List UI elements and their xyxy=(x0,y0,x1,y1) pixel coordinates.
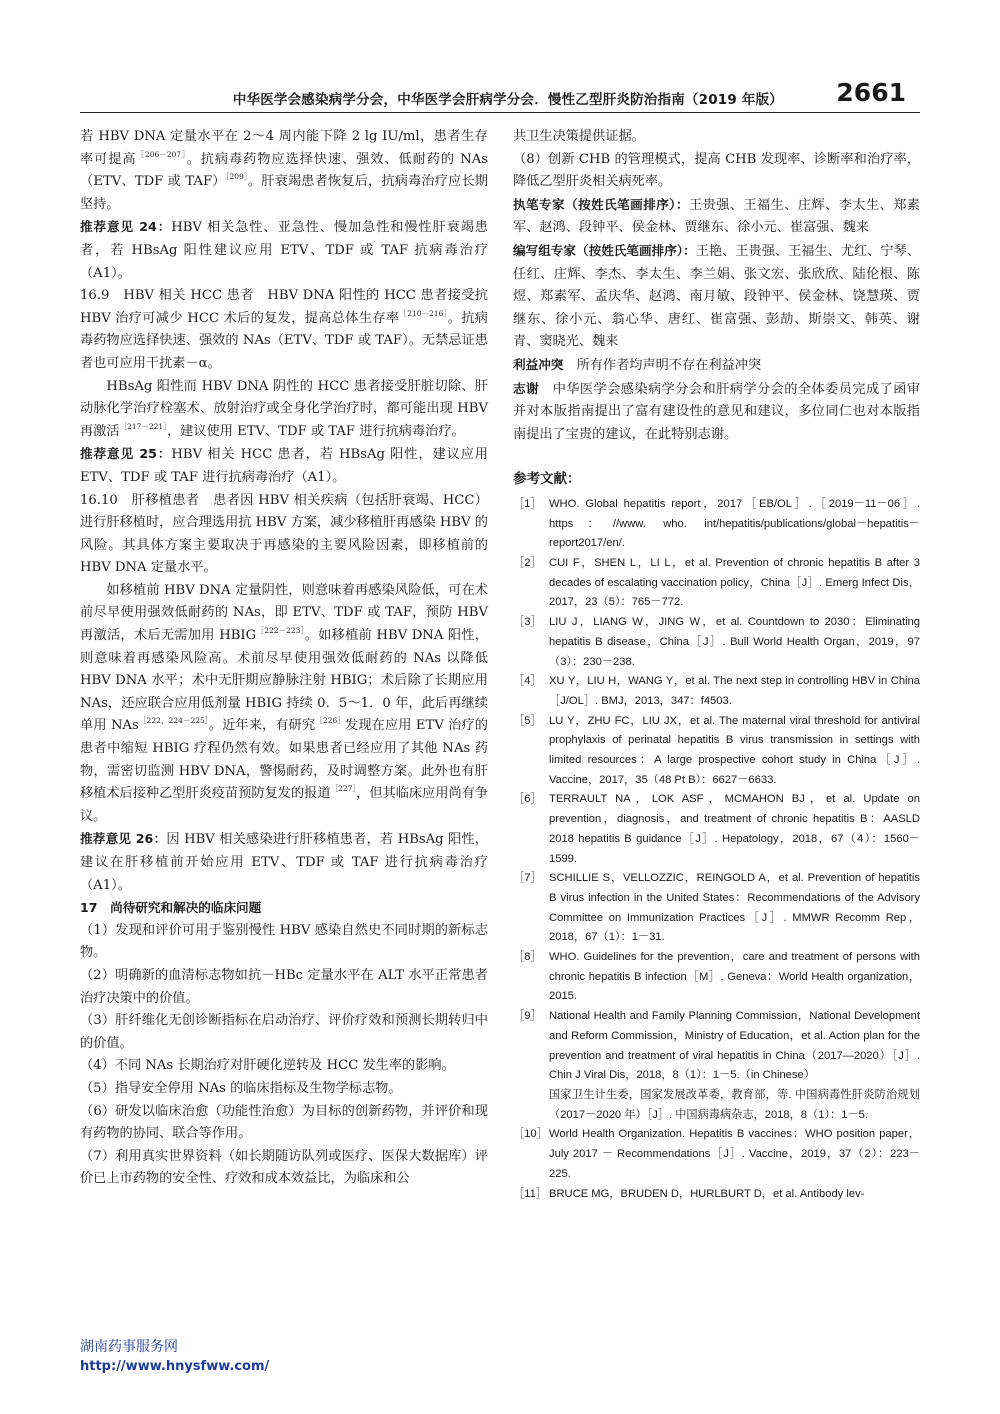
conflict-of-interest: 利益冲突 所有作者均声明不存在利益冲突 xyxy=(513,356,762,373)
list-item: （1）发现和评价可用于鉴别慢性 HBV 感染自然史不同时期的新标志物。 xyxy=(80,922,488,961)
citation: ［210－216］ xyxy=(399,308,448,318)
section-title: 16.9 HBV 相关 HCC 患者 xyxy=(80,288,268,304)
citation: ［206－207］ xyxy=(136,149,187,159)
list-item: （3）肝纤维化无创诊断指标在启动治疗、评价疗效和预测长期转归中的价值。 xyxy=(80,1013,488,1051)
reference-item: ［8］ WHO. Guidelines for the prevention，care and treatment of persons with chronic hepatitis B infection［M］. Geneva：World Health organization，2015. xyxy=(513,951,920,1003)
right-column xyxy=(513,126,920,1204)
paragraph: 如移植前 HBV DNA 定量阴性，则意味着再感染风险低，可在术前尽早使用强效低耐药的 NAs，即 ETV、TDF 或 TAF，预防 HBV 再激活，术后无需加用 $HBIG^{[222-223]}$。如移植前 HBV DNA 阳性，则意味着再感染风险高。术前尽早使用强效低耐药的 NAs 以降低 HBV DNA 水平；术中无肝期应静脉注射 HBIG；术后除了长期应用 NAs，还应联合应用低剂量 HBIG 持续 0．5～1．0 年，此后再继续单用 NAs$^{[222,224-225]}$。近年来，有研究$^{[226]}$发现在应用 ETV 治疗的患者中缩短 HBIG 疗程仍然有效。如果患者已经应用了其他 NAs 药物，需密切监测 HBV DNA，警惕耐药，及时调整方案。此外也有肝移植术后接种乙型肝炎疫苗预防复发的报道$^{[227]}$，但其临床应用尚有争议。 xyxy=(80,582,489,824)
section-17-title: 17 尚待研究和解决的临床问题 xyxy=(80,900,262,916)
list-item: （5）指导安全停用 NAs 的临床指标及生物学标志物。 xyxy=(80,1080,402,1096)
reference-item: ［1］ WHO. Global hepatitis report，2017［EB/OL］.［2019－11－06］. https：//www. who. int/hepatitis/publications/global－hepatitis－report2017/en/. xyxy=(513,497,920,550)
watermark-footer xyxy=(80,1337,269,1377)
reference-list xyxy=(513,495,920,1204)
acknowledgement: 志谢 中华医学会感染病学分会和肝病学分会的全体委员完成了函审并对本版指南提出了富有建设性的意见和建议，多位同仁也对本版指南提出了宝贵的建议，在此特别志谢。 xyxy=(513,380,921,442)
paragraph: 若 HBV DNA 定量水平在 2～4 周内能下降 2 lg IU/ml，患者生存率可提高$^{[206-207]}$。抗病毒药物应选择快速、强效、低耐药的 NAs（ETV、TDF 或 TAF）$^{[209]}$。肝衰竭患者恢复后，抗病毒治疗应长期坚持。 xyxy=(80,129,488,212)
citation: ［217－221］ xyxy=(119,421,167,431)
reference-item: ［10］ World Health Organization. Hepatitis B vaccines：WHO position paper，July 2017 － Recommendations［J］. Vaccine，2019，37（2）：223－225. xyxy=(513,1128,920,1180)
writing-experts: 执笔专家（按姓氏笔画排序）：王贵强、王福生、庄辉、李太生、郑素军、赵鸿、段钟平、侯金林、贾继东、徐小元、崔富强、魏来 xyxy=(513,196,920,236)
site-url-link[interactable]: http://www.hnysfww.com/ xyxy=(80,1359,270,1374)
left-column xyxy=(80,126,488,1191)
reference-item: ［2］ CUI F，SHEN L，LI L，et al. Prevention of chronic hepatitis B after 3 decades of escalating vaccination policy，China［J］. Emerg Infect Dis，2017，23（5）：765－772. xyxy=(513,557,920,609)
running-header xyxy=(80,80,920,113)
site-name: 湖南药事服务网 xyxy=(80,1339,178,1355)
reference-item: ［5］ LU Y，ZHU FC，LIU JX，et al. The maternal viral threshold for antiviral prophylaxis of perinatal hepatitis B virus transmission in settings with limited resources：A large prospective cohort study in China［J］. Vaccine，2017，35（48 Pt B）：6627－6633. xyxy=(513,714,920,786)
paragraph: HBsAg 阳性而 HBV DNA 阴性的 HCC 患者接受肝脏切除、肝动脉化学治疗栓塞术、放射治疗或全身化学治疗时，都可能出现 HBV 再激活$^{[217-221]}$，建议使用 ETV、TDF 或 TAF 进行抗病毒治疗。 xyxy=(80,378,488,439)
reference-item: ［9］ National Health and Family Planning Commission，National Development and Reform Commission，Ministry of Education，et al. Action plan for the prevention and treatment of viral hepatitis in China（2017—2020）［J］. Chin J Viral Dis，2018，8（1）：1－5.（in Chinese） 国家卫生计生委，国家发展改革委，教育部，等. 中国病毒性肝炎防治规划（2017－2020 年）［J］. 中国病毒病杂志，2018，8（1）：1－5. xyxy=(513,1010,920,1121)
journal-citation: 中华医学会感染病学分会，中华医学会肝病学分会．慢性乙型肝炎防治指南（2019 年版） xyxy=(232,92,783,108)
reference-item: ［7］ SCHILLIE S，VELLOZZIC，REINGOLD A，et al. Prevention of hepatitis B virus infection in the United States：Recommendations of the Advisory Committee on Immunization Practices［J］. MMWR Recomm Rep，2018，67（1）：1－31. xyxy=(513,872,920,944)
citation: ［222－223］ xyxy=(256,626,305,636)
list-item: （6）研发以临床治愈（功能性治愈）为目标的创新药物，并评价和现有药物的协同、联合等作用。 xyxy=(80,1103,488,1142)
citation: ［209］ xyxy=(225,172,248,182)
list-item: （7）利用真实世界资料（如长期随访队列或医疗、医保大数据库）评价已上市药物的安全性、疗效和成本效益比，为临床和公 xyxy=(80,1148,488,1187)
list-item: （8）创新 CHB 的管理模式，提高 CHB 发现率、诊断率和治疗率，降低乙型肝炎相关病死率。 xyxy=(513,151,920,190)
list-item: （4）不同 NAs 长期治疗对肝硬化逆转及 HCC 发生率的影响。 xyxy=(80,1058,455,1074)
reference-item: ［11］ BRUCE MG，BRUDEN D，HURLBURT D，et al. Antibody lev- xyxy=(513,1187,865,1200)
section-title: 16.10 肝移植患者 xyxy=(80,492,214,508)
citation: ［226］ xyxy=(315,716,345,726)
citation: ［227］ xyxy=(330,784,357,794)
section-16-10: 16.10 肝移植患者 患者因 HBV 相关疾病（包括肝衰竭、HCC）进行肝移植时，应合理选用抗 HBV 方案，减少移植肝再感染 HBV 的风险。其具体方案主要取决于再感染的主要风险因素，即移植前的 HBV DNA 定量水平。 xyxy=(80,492,488,576)
reference-item: ［4］ XU Y，LIU H，WANG Y，et al. The next step in controlling HBV in China［J/OL］. BMJ，2013，347：f4503. xyxy=(513,675,920,707)
list-item-continued: 共卫生决策提供证据。 xyxy=(513,129,645,144)
list-item: （2）明确新的血清标志物如抗－HBc 定量水平在 ALT 水平正常患者治疗决策中的价值。 xyxy=(80,967,488,1006)
recommendation-25: 推荐意见 25：HBV 相关 HCC 患者，若 HBsAg 阳性，建议应用 ETV、TDF 或 TAF 进行抗病毒治疗（A1）。 xyxy=(80,446,488,485)
editorial-experts: 编写组专家（按姓氏笔画排序）：王艳、王贵强、王福生、尤红、宁琴、任红、庄辉、李杰、李太生、李兰娟、张文宏、张欣欣、陆伦根、陈煜、郑素军、孟庆华、赵鸿、南月敏、段钟平、侯金林、饶慧瑛、贾继东、徐小元、翁心华、唐红、崔富强、彭劼、斯崇文、韩英、谢青、窦晓光、魏来 xyxy=(513,242,921,350)
recommendation-24: 推荐意见 24：HBV 相关急性、亚急性、慢加急性和慢性肝衰竭患者，若 HBsAg 阳性建议应用 ETV、TDF 或 TAF 抗病毒治疗（A1）。 xyxy=(80,219,488,281)
recommendation-26: 推荐意见 26：因 HBV 相关感染进行肝移植患者，若 HBsAg 阳性，建议在肝移植前开始应用 ETV、TDF 或 TAF 进行抗病毒治疗（A1）。 xyxy=(80,831,488,893)
reference-item: ［6］ TERRAULT NA，LOK ASF，MCMAHON BJ，et al. Update on prevention，diagnosis，and treatment of chronic hepatitis B：AASLD 2018 hepatitis B guidance［J］. Hepatology，2018，67（4）：1560－1599. xyxy=(513,793,920,865)
section-16-9: 16.9 HBV 相关 HCC 患者 HBV DNA 阳性的 HCC 患者接受抗 HBV 治疗可减少 HCC 术后的复发，提高总体生存率$^{[210-216]}$。抗病毒药物应选择快速、强效的 NAs（ETV、TDF 或 TAF）。无禁忌证患者也可应用干扰素－α。 xyxy=(80,288,488,371)
references-title: 参考文献： xyxy=(513,471,581,488)
page-number: 2661 xyxy=(836,78,906,107)
reference-item: ［3］ LIU J，LIANG W，JING W，et al. Countdown to 2030：Eliminating hepatitis B disease，China［J］. Bull World Health Organ，2019，97（3）：230－238. xyxy=(513,616,920,668)
citation: ［222，224－225］ xyxy=(138,716,209,726)
